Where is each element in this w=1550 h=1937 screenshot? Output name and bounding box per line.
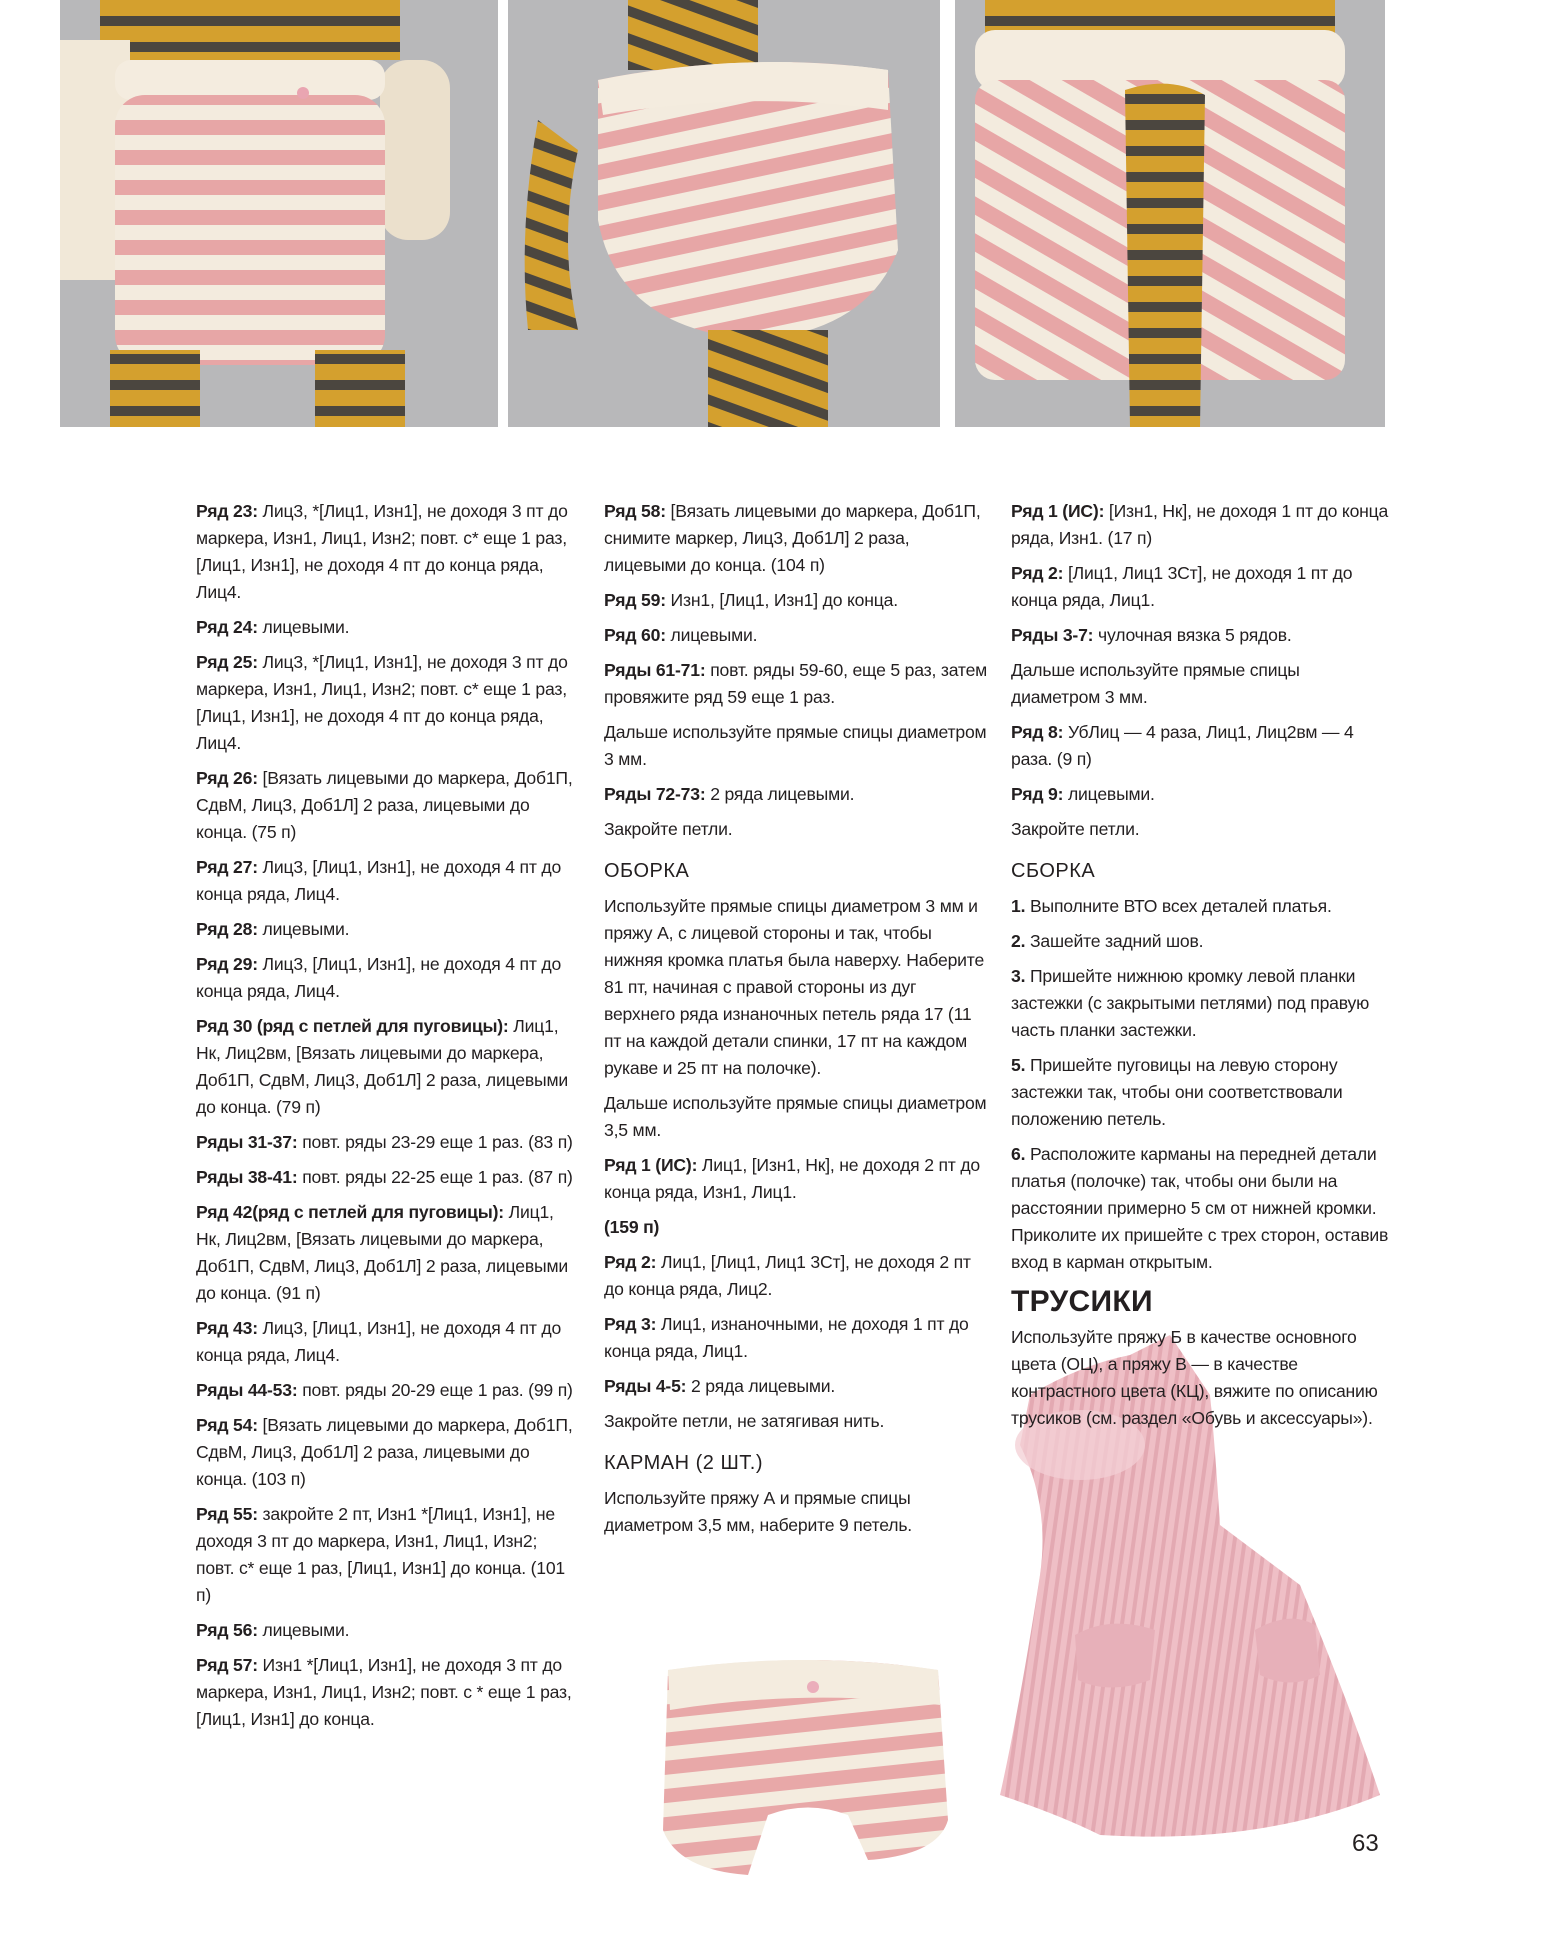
row-item: Ряд 58: [Вязать лицевыми до маркера, Доб1П, снимите маркер, Лиц3, Доб1Л] 2 раза, лицевыми до конца. (104 п) xyxy=(604,501,981,575)
assembly-step: 3. Пришейте нижнюю кромку левой планки застежки (с закрытыми петлями) под правую часть планки застежки. xyxy=(1011,966,1370,1040)
row-item: Ряд 30 (ряд с петлей для пуговицы): Лиц1, Нк, Лиц2вм, [Вязать лицевыми до маркера, Доб1П, СдвМ, Лиц3, Доб1Л] 2 раза, лицевыми до конца. (79 п) xyxy=(196,1016,568,1117)
row-item: Ряды 31-37: повт. ряды 23-29 еще 1 раз. (83 п) xyxy=(196,1132,573,1152)
row-item: Ряд 29: Лиц3, [Лиц1, Изн1], не доходя 4 пт до конца ряда, Лиц4. xyxy=(196,954,562,1001)
shorts-back-photo xyxy=(955,0,1385,427)
needles-note: Дальше используйте прямые спицы диаметром 3,5 мм. xyxy=(604,1093,987,1140)
row-item: Ряд 1 (ИС): [Изн1, Нк], не доходя 1 пт до конца ряда, Изн1. (17 п) xyxy=(1011,501,1389,548)
row-item: Ряд 42(ряд с петлей для пуговицы): Лиц1, Нк, Лиц2вм, [Вязать лицевыми до маркера, Доб1П, СдвМ, Лиц3, Доб1Л] 2 раза, лицевыми до конца. (91 п) xyxy=(196,1202,568,1303)
row-item: Ряды 3-7: чулочная вязка 5 рядов. xyxy=(1011,625,1292,645)
row-item: Ряд 24: лицевыми. xyxy=(196,617,350,637)
shorts-front-photo xyxy=(60,0,498,427)
row-item: Ряды 38-41: повт. ряды 22-25 еще 1 раз. (87 п) xyxy=(196,1167,573,1187)
knitted-shorts-photo xyxy=(648,1650,968,1900)
section-title-assembly: СБОРКА xyxy=(1011,860,1096,882)
row-item: Ряд 43: Лиц3, [Лиц1, Изн1], не доходя 4 пт до конца ряда, Лиц4. xyxy=(196,1318,562,1365)
row-item: Ряд 56: лицевыми. xyxy=(196,1620,350,1640)
row-item: Ряд 28: лицевыми. xyxy=(196,919,350,939)
row-item: Ряды 4-5: 2 ряда лицевыми. xyxy=(604,1376,836,1396)
assembly-step: 2. Зашейте задний шов. xyxy=(1011,931,1204,951)
assembly-step: 1. Выполните ВТО всех деталей платья. xyxy=(1011,896,1332,916)
section-title-pocket: КАРМАН (2 ШТ.) xyxy=(604,1452,763,1474)
row-item: Ряд 60: лицевыми. xyxy=(604,625,758,645)
row-item: Ряд 26: [Вязать лицевыми до маркера, Доб1П, СдвМ, Лиц3, Доб1Л] 2 раза, лицевыми до конца. (75 п) xyxy=(196,768,573,842)
row-item: Ряд 59: Изн1, [Лиц1, Изн1] до конца. xyxy=(604,590,898,610)
section-title-oborka: ОБОРКА xyxy=(604,860,690,882)
row-item: Ряд 27: Лиц3, [Лиц1, Изн1], не доходя 4 пт до конца ряда, Лиц4. xyxy=(196,857,562,904)
instructions-column-2 xyxy=(604,498,989,1547)
shorts-side-photo xyxy=(508,0,940,427)
stitch-count: (159 п) xyxy=(604,1217,660,1237)
row-item: Ряд 3: Лиц1, изнаночными, не доходя 1 пт до конца ряда, Лиц1. xyxy=(604,1314,969,1361)
oborka-intro: Используйте прямые спицы диаметром 3 мм и пряжу А, с лицевой стороны и так, чтобы нижняя кромка платья была наверху. Наберите 81 пт, начиная с правой стороны из дуг верхнего ряда изнаночных петель ряда 17 (11 пт на каждой детали спинки, 17 пт на каждом рукаве и 25 пт на полочке). xyxy=(604,896,985,1078)
row-item: Ряды 44-53: повт. ряды 20-29 еще 1 раз. (99 п) xyxy=(196,1380,573,1400)
row-item: Ряды 61-71: повт. ряды 59-60, еще 5 раз, затем провяжите ряд 59 еще 1 раз. xyxy=(604,660,988,707)
assembly-step: 5. Пришейте пуговицы на левую сторону застежки так, чтобы они соответствовали положению петель. xyxy=(1011,1055,1343,1129)
row-item: Ряд 54: [Вязать лицевыми до маркера, Доб1П, СдвМ, Лиц3, Доб1Л] 2 раза, лицевыми до конца. (103 п) xyxy=(196,1415,573,1489)
row-item: Ряд 8: УбЛиц — 4 раза, Лиц1, Лиц2вм — 4 раза. (9 п) xyxy=(1011,722,1354,769)
row-item: Ряд 23: Лиц3, *[Лиц1, Изн1], не доходя 3 пт до маркера, Изн1, Лиц1, Изн2; повт. с* еще 1 раз, [Лиц1, Изн1], не доходя 4 пт до конца ряда, Лиц4. xyxy=(196,501,568,602)
row-item: Ряд 2: [Лиц1, Лиц1 3Ст], не доходя 1 пт до конца ряда, Лиц1. xyxy=(1011,563,1353,610)
instructions-column-1 xyxy=(196,498,576,1741)
bind-off-note: Закройте петли, не затягивая нить. xyxy=(604,1411,885,1431)
row-item: Ряды 72-73: 2 ряда лицевыми. xyxy=(604,784,855,804)
page-number: 63 xyxy=(1352,1830,1379,1857)
bind-off-note: Закройте петли. xyxy=(604,819,733,839)
needles-note: Дальше используйте прямые спицы диаметром 3 мм. xyxy=(1011,660,1300,707)
assembly-step: 6. Расположите карманы на передней детали платья (полочке) так, чтобы они были на расстоянии примерно 5 см от нижней кромки. Приколите их пришейте с трех сторон, оставив вход в карман открытым. xyxy=(1011,1144,1389,1272)
section-title-panties: ТРУСИКИ xyxy=(1011,1285,1153,1318)
needles-note: Дальше используйте прямые спицы диаметром 3 мм. xyxy=(604,722,987,769)
row-item: Ряд 57: Изн1 *[Лиц1, Изн1], не доходя 3 пт до маркера, Изн1, Лиц1, Изн2; повт. с * еще 1 раз, [Лиц1, Изн1] до конца. xyxy=(196,1655,572,1729)
pocket-intro: Используйте пряжу А и прямые спицы диаметром 3,5 мм, наберите 9 петель. xyxy=(604,1488,912,1535)
row-item: Ряд 9: лицевыми. xyxy=(1011,784,1155,804)
row-item: Ряд 1 (ИС): Лиц1, [Изн1, Нк], не доходя 2 пт до конца ряда, Изн1, Лиц1. xyxy=(604,1155,980,1202)
instructions-column-3 xyxy=(1011,498,1391,1440)
row-item: Ряд 25: Лиц3, *[Лиц1, Изн1], не доходя 3 пт до маркера, Изн1, Лиц1, Изн2; повт. с* еще 1 раз, [Лиц1, Изн1], не доходя 4 пт до конца ряда, Лиц4. xyxy=(196,652,568,753)
panties-text: Используйте пряжу Б в качестве основного цвета (ОЦ), а пряжу В — в качестве контрастного цвета (КЦ), вяжите по описанию трусиков (см. раздел «Обувь и аксессуары»). xyxy=(1011,1327,1378,1428)
row-item: Ряд 55: закройте 2 пт, Изн1 *[Лиц1, Изн1], не доходя 3 пт до маркера, Изн1, Лиц1, Изн2; повт. с* еще 1 раз, [Лиц1, Изн1] до конца. (101 п) xyxy=(196,1504,565,1605)
row-item: Ряд 2: Лиц1, [Лиц1, Лиц1 3Ст], не доходя 2 пт до конца ряда, Лиц2. xyxy=(604,1252,971,1299)
bind-off-note: Закройте петли. xyxy=(1011,819,1140,839)
